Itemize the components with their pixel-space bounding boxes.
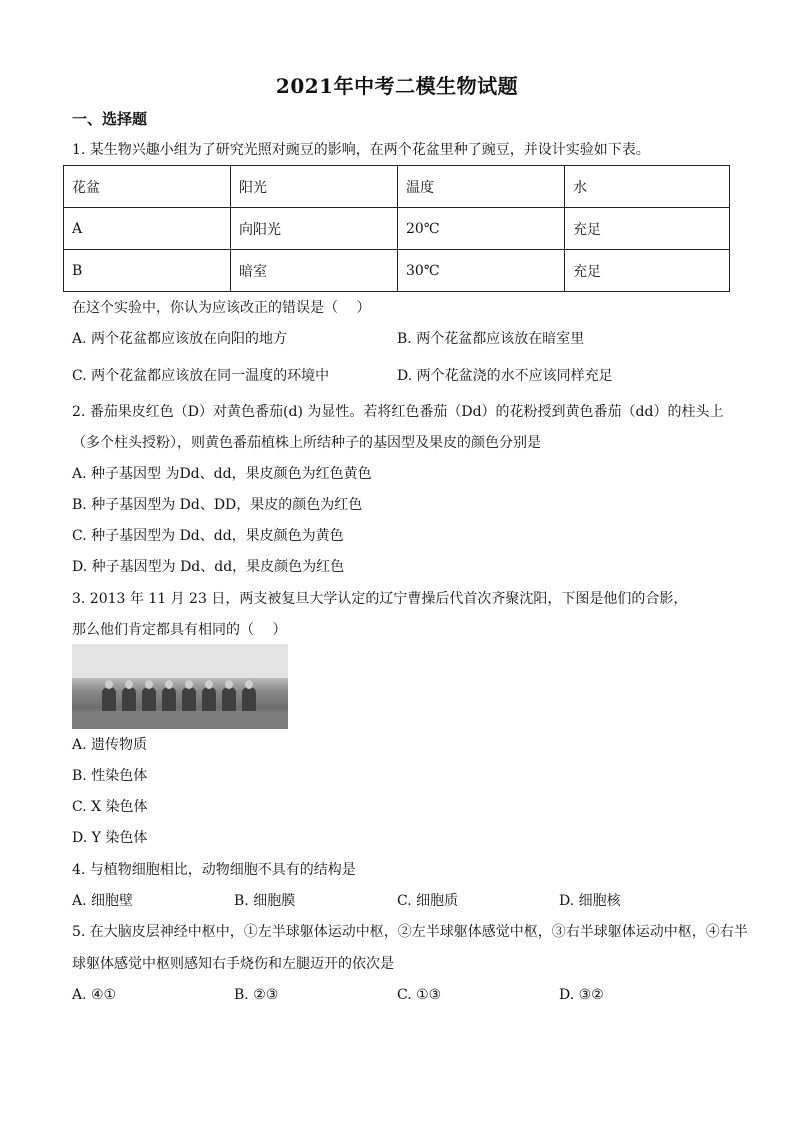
q4-option-b[interactable]: B. 细胞膜 bbox=[234, 893, 296, 909]
q4-option-d[interactable]: D. 细胞核 bbox=[559, 893, 621, 909]
q3-stem-line1: 3. 2013 年 11 月 23 日，两支被复旦大学认定的辽宁曹操后代首次齐聚沈阳，下图是他们的合影， bbox=[72, 591, 688, 607]
q4-stem: 4. 与植物细胞相比，动物细胞不具有的结构是 bbox=[72, 862, 356, 878]
table-header-cell: 阳光 bbox=[231, 166, 398, 208]
table-cell: 暗室 bbox=[231, 250, 398, 292]
experiment-table bbox=[63, 165, 730, 292]
q2-option-b[interactable]: B. 种子基因型为 Dd、DD，果皮的颜色为红色 bbox=[72, 497, 363, 513]
q5-stem-line2: 球躯体感觉中枢则感知右手烧伤和左腿迈开的依次是 bbox=[72, 956, 394, 972]
q1-option-a[interactable]: A. 两个花盆都应该放在向阳的地方 bbox=[72, 331, 288, 347]
table-cell: B bbox=[64, 250, 231, 292]
table-header-row bbox=[64, 166, 730, 208]
table-cell: A bbox=[64, 208, 231, 250]
q4-option-a[interactable]: A. 细胞壁 bbox=[72, 893, 134, 909]
q5-option-b[interactable]: B. ②③ bbox=[234, 987, 279, 1003]
q3-option-b[interactable]: B. 性染色体 bbox=[72, 768, 148, 784]
table-cell: 20℃ bbox=[398, 208, 565, 250]
table-header-cell: 花盆 bbox=[64, 166, 231, 208]
q1-option-b[interactable]: B. 两个花盆都应该放在暗室里 bbox=[397, 331, 585, 347]
table-header-cell: 温度 bbox=[398, 166, 565, 208]
q5-option-d[interactable]: D. ③② bbox=[559, 987, 604, 1003]
q1-option-c[interactable]: C. 两个花盆都应该放在同一温度的环境中 bbox=[72, 368, 330, 384]
q4-option-c[interactable]: C. 细胞质 bbox=[397, 893, 459, 909]
section-heading: 一、选择题 bbox=[72, 110, 148, 128]
q2-option-a[interactable]: A. 种子基因型 为Dd、dd，果皮颜色为红色黄色 bbox=[72, 466, 372, 482]
table-cell: 充足 bbox=[565, 250, 730, 292]
table-row bbox=[64, 208, 730, 250]
table-cell: 向阳光 bbox=[231, 208, 398, 250]
q5-stem-line1: 5. 在大脑皮层神经中枢中，①左半球躯体运动中枢，②左半球躯体感觉中枢，③右半球躯体运动中枢，④右半 bbox=[72, 924, 748, 940]
table-cell: 充足 bbox=[565, 208, 730, 250]
table-cell: 30℃ bbox=[398, 250, 565, 292]
q1-question: 在这个实验中，你认为应该改正的错误是（ ） bbox=[72, 300, 371, 316]
q5-option-a[interactable]: A. ④① bbox=[72, 987, 117, 1003]
q1-stem: 1. 某生物兴趣小组为了研究光照对豌豆的影响，在两个花盆里种了豌豆，并设计实验如下表。 bbox=[72, 142, 650, 158]
q1-option-d[interactable]: D. 两个花盆浇的水不应该同样充足 bbox=[397, 368, 613, 384]
q5-option-c[interactable]: C. ①③ bbox=[397, 987, 442, 1003]
q2-stem-line2: （多个柱头授粉），则黄色番茄植株上所结种子的基因型及果皮的颜色分别是 bbox=[72, 435, 541, 451]
q2-option-c[interactable]: C. 种子基因型为 Dd、dd，果皮颜色为黄色 bbox=[72, 528, 344, 544]
q2-option-d[interactable]: D. 种子基因型为 Dd、dd，果皮颜色为红色 bbox=[72, 559, 345, 575]
table-row bbox=[64, 250, 730, 292]
group-photo bbox=[72, 644, 288, 729]
q3-option-c[interactable]: C. X 染色体 bbox=[72, 799, 148, 815]
table-header-cell: 水 bbox=[565, 166, 730, 208]
page-title: 2021年中考二模生物试题 bbox=[275, 74, 519, 98]
q2-stem-line1: 2. 番茄果皮红色（D）对黄色番茄(d) 为显性。若将红色番茄（Dd）的花粉授到黄色番茄（dd）的柱头上 bbox=[72, 404, 724, 420]
q3-stem-line2: 那么他们肯定都具有相同的（ ） bbox=[72, 622, 287, 638]
q3-option-a[interactable]: A. 遗传物质 bbox=[72, 737, 148, 753]
q3-option-d[interactable]: D. Y 染色体 bbox=[72, 830, 148, 846]
